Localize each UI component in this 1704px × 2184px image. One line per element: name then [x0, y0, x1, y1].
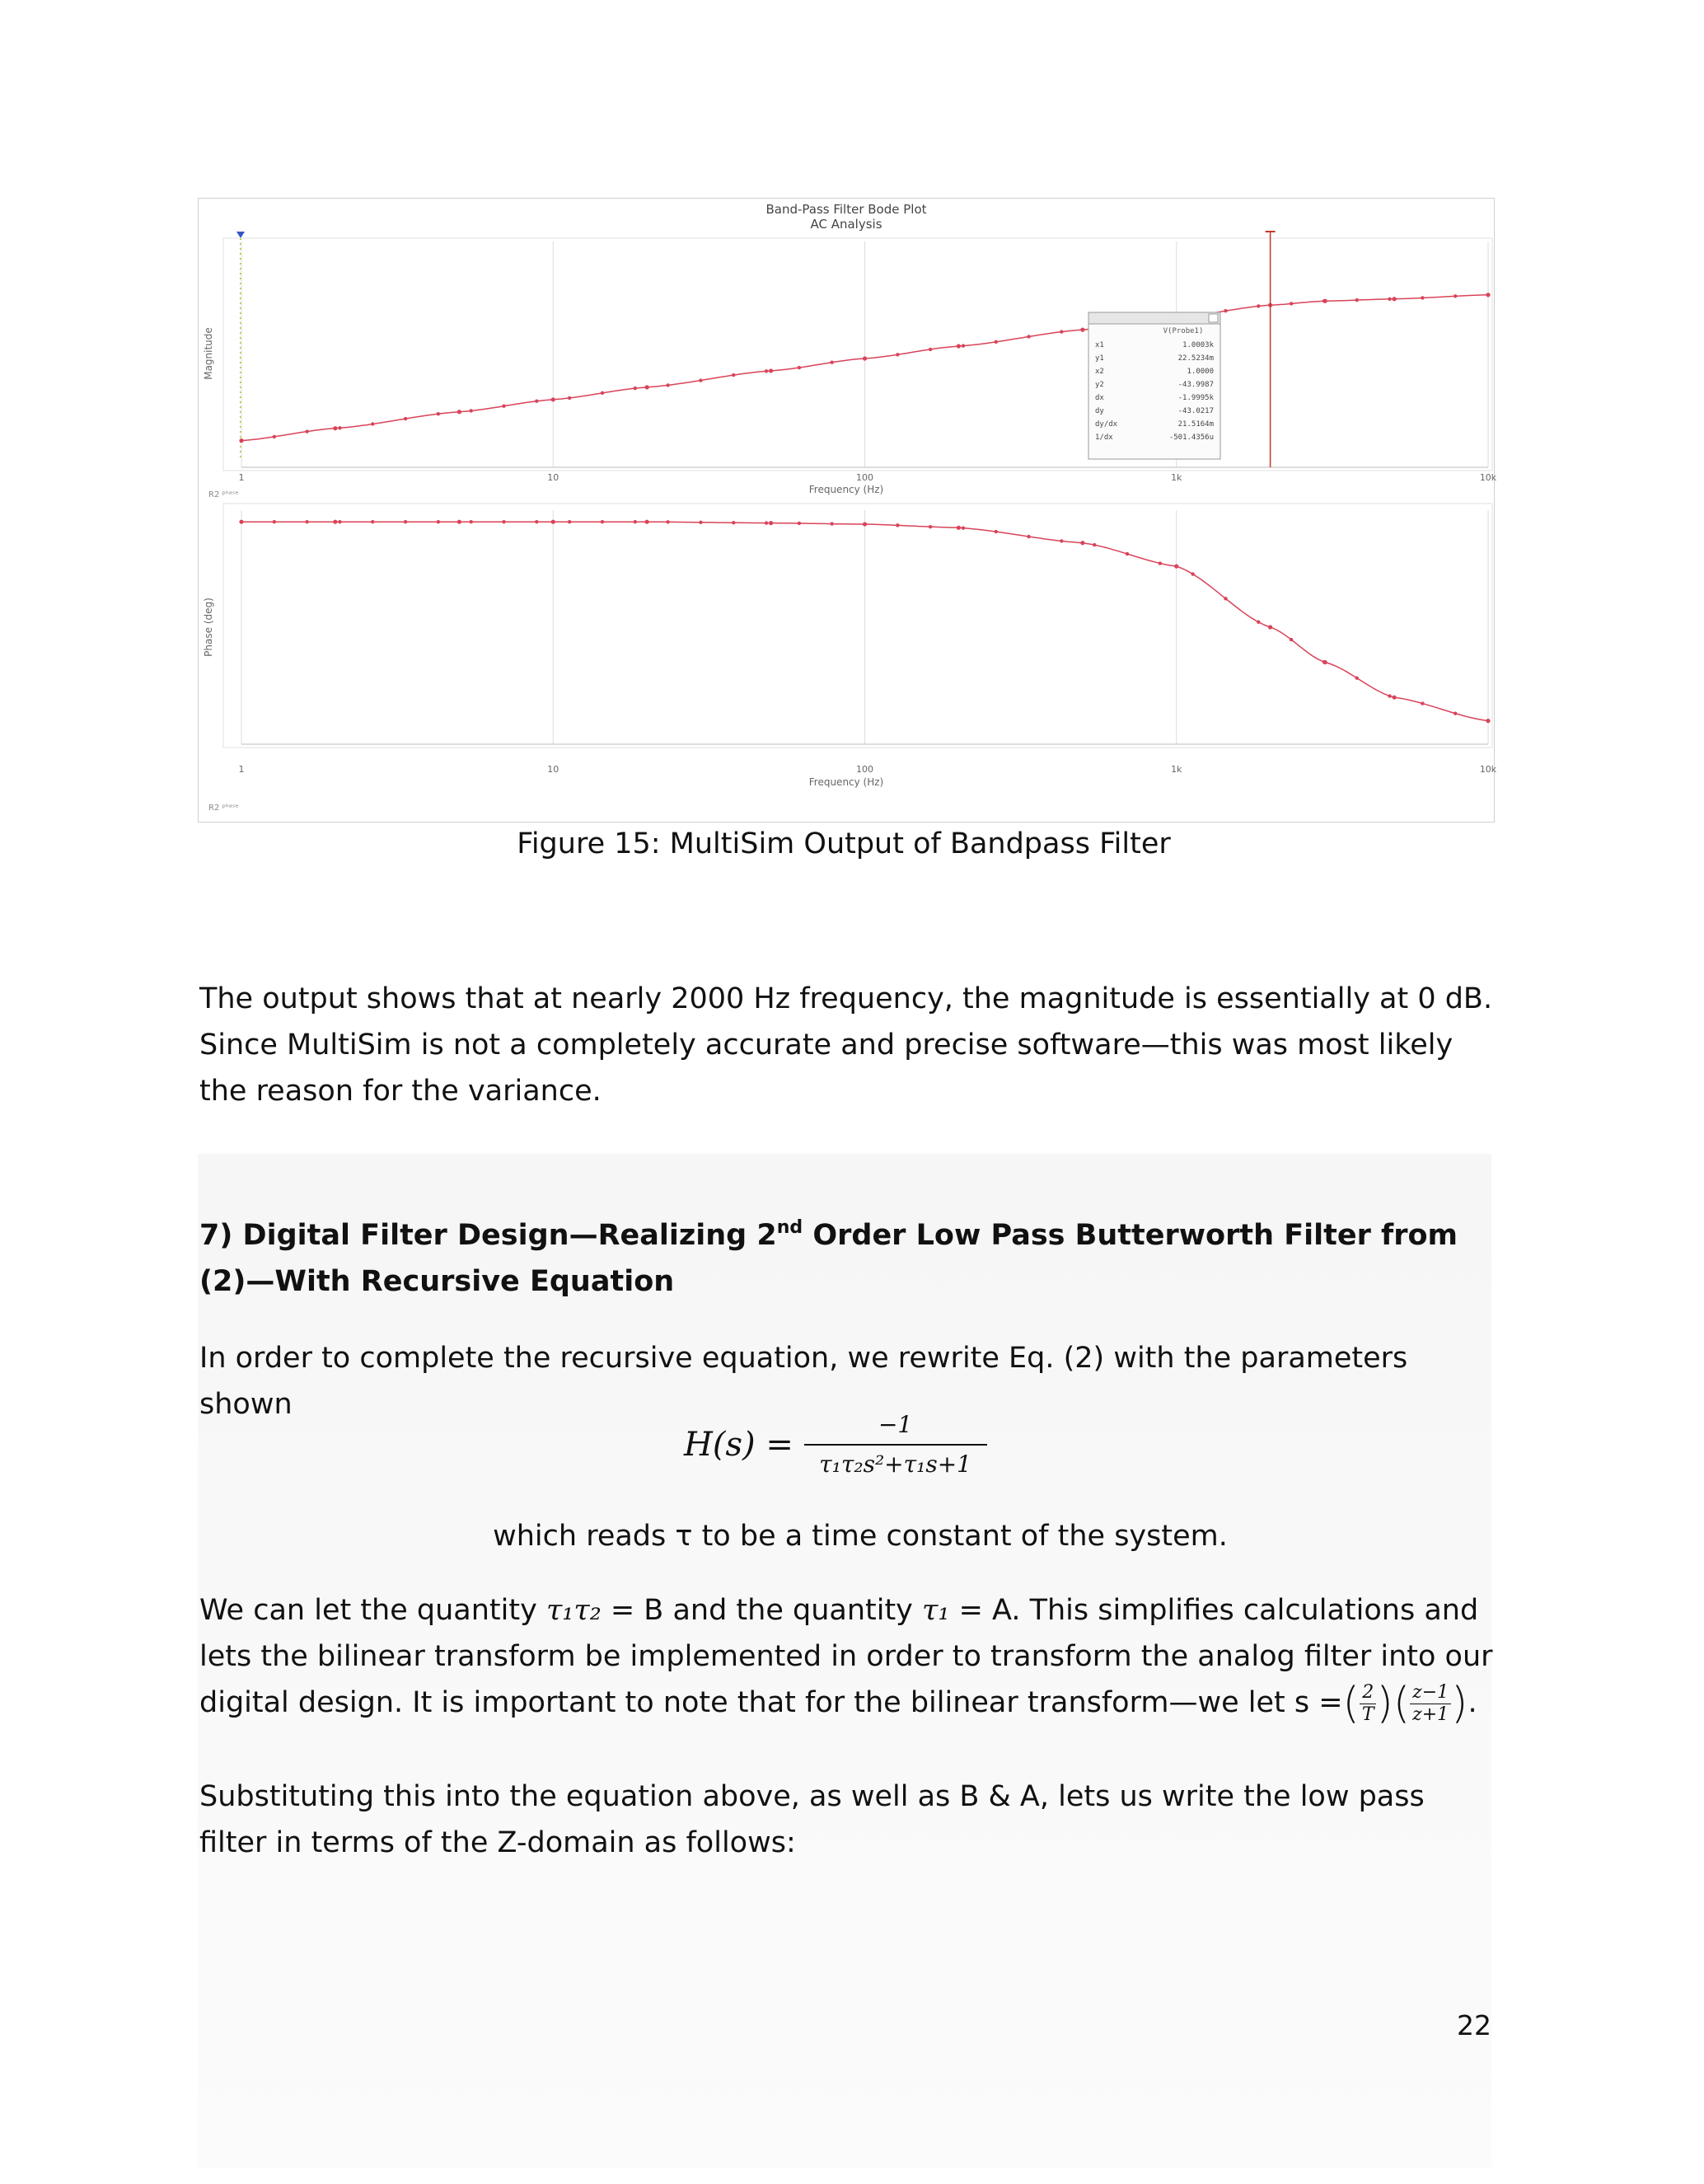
cursor-row-value: 1.0000 — [1187, 368, 1214, 376]
data-point — [1421, 296, 1424, 299]
data-point — [601, 391, 604, 395]
data-point — [645, 385, 649, 389]
bottom-plot-tick-labels — [239, 764, 1497, 775]
data-point — [1093, 543, 1096, 546]
top-plot-grid — [241, 241, 1488, 467]
data-point — [1454, 294, 1457, 298]
data-point — [962, 526, 965, 529]
data-point — [634, 387, 637, 390]
top-plot-ylabel: Magnitude — [203, 327, 214, 380]
cursor-row-label: dx — [1095, 394, 1104, 402]
data-point — [666, 520, 669, 523]
data-point — [1027, 335, 1030, 338]
top-x-tick-label: 10k — [1479, 472, 1497, 483]
data-point — [273, 520, 276, 523]
data-point — [1268, 625, 1272, 629]
data-point — [371, 520, 374, 523]
data-point — [1060, 539, 1063, 542]
data-point — [502, 520, 505, 523]
data-point — [305, 520, 308, 523]
data-point — [457, 410, 461, 414]
cursor-box-header: V(Probe1) — [1163, 327, 1204, 335]
close-icon[interactable] — [1209, 314, 1218, 322]
data-point — [1388, 298, 1391, 301]
data-point — [470, 409, 473, 412]
data-point — [1224, 309, 1227, 312]
data-point — [1290, 302, 1293, 305]
data-point — [568, 396, 571, 400]
data-point — [457, 520, 461, 524]
data-point — [551, 520, 555, 524]
data-point — [1393, 297, 1397, 301]
data-point — [798, 522, 801, 525]
bottom-x-tick-label: 10 — [547, 764, 559, 775]
cursor-row-value: 21.5164m — [1177, 420, 1214, 429]
cursor-row-value: -1.9995k — [1177, 394, 1214, 402]
data-point — [1355, 298, 1359, 302]
data-point — [732, 373, 735, 377]
data-point — [929, 348, 932, 351]
data-point — [1126, 552, 1129, 555]
bottom-x-tick-label: 100 — [856, 764, 873, 775]
heading-part2: Order Low Pass Butterworth Filter from (2)—With Recursive Equation — [199, 1219, 1458, 1298]
top-panel-tag: R2 ᵖʰᵃˢᵉ — [208, 490, 239, 499]
data-point — [765, 369, 768, 373]
top-x-tick-label: 1 — [238, 472, 245, 483]
data-point — [1388, 694, 1391, 697]
data-point — [1323, 660, 1327, 664]
p3-text-c: = B and the quantity — [601, 1594, 923, 1627]
data-point — [957, 526, 961, 530]
equation-denominator: τ₁τ₂s²+τ₁s+1 — [819, 1451, 971, 1478]
data-point — [1393, 696, 1397, 700]
data-point — [1060, 330, 1063, 333]
top-x-tick-label: 100 — [856, 472, 873, 483]
heading-part1: 7) Digital Filter Design—Realizing 2 — [199, 1219, 777, 1252]
bilinear-fraction-2: $\frac{z-1}{z+1}$ — [1410, 1682, 1451, 1726]
cursor-row-label: x2 — [1095, 368, 1104, 376]
data-point — [863, 356, 867, 360]
transfer-function-equation — [684, 1406, 987, 1483]
data-point — [239, 520, 243, 524]
data-point — [1486, 719, 1490, 723]
cursor-row-value: -43.9987 — [1177, 381, 1214, 389]
data-point — [333, 520, 337, 524]
bottom-x-tick-label: 10k — [1479, 764, 1497, 775]
top-x-tick-label: 1k — [1171, 472, 1182, 483]
data-point — [769, 521, 773, 525]
data-point — [1355, 677, 1359, 680]
equation-note: which reads τ to be a time constant of the system. — [493, 1520, 1228, 1553]
equation-lhs: H(s) = — [684, 1426, 793, 1464]
data-point — [995, 340, 998, 344]
data-point — [830, 360, 833, 363]
cursor-readout-box[interactable] — [1088, 312, 1220, 459]
section-heading — [199, 1212, 1493, 1305]
data-point — [896, 353, 899, 356]
data-point — [371, 422, 374, 425]
data-point — [404, 520, 407, 523]
data-point — [1027, 535, 1030, 538]
data-point — [1191, 572, 1194, 575]
cursor-row-label: dy — [1095, 407, 1104, 415]
cursor-row-value: -501.4356u — [1168, 434, 1214, 442]
paragraph-substituting: Substituting this into the equation above, as well as B & A, lets us write the low pass filter in terms of the Z-domain as follows: — [199, 1780, 1425, 1859]
bottom-plot-frame — [223, 504, 1492, 748]
cursor-row-label: x1 — [1095, 341, 1104, 349]
data-point — [1323, 299, 1327, 303]
cursor-row-label: y2 — [1095, 381, 1104, 389]
figure-caption: Figure 15: MultiSim Output of Bandpass Filter — [517, 827, 1171, 860]
cursor-row-value: 22.5234m — [1177, 354, 1214, 363]
data-point — [1421, 701, 1424, 705]
bottom-plot-ylabel: Phase (deg) — [203, 598, 214, 657]
marker-triangle-icon — [236, 232, 245, 238]
data-point — [437, 412, 440, 415]
data-point — [1454, 711, 1457, 715]
data-point — [896, 523, 899, 527]
cursor-row-label: y1 — [1095, 354, 1104, 363]
data-point — [601, 520, 604, 523]
top-plot-tick-labels — [239, 472, 1497, 483]
data-point — [437, 520, 440, 523]
p3-text-e: = A. This simplifies calculations and lets the bilinear transform be implemented in order to transform the analog filter into our digital design. It is important to note that for the bilinear transform—we let s = — [199, 1594, 1493, 1719]
data-point — [338, 520, 341, 523]
page-number: 22 — [1457, 2009, 1491, 2041]
data-point — [830, 522, 833, 525]
data-point — [1159, 561, 1162, 565]
heading-sup: nd — [776, 1217, 803, 1238]
data-point — [1080, 328, 1084, 332]
cursor-row-value: -43.0217 — [1177, 407, 1214, 415]
top-x-tick-label: 10 — [547, 472, 559, 483]
data-point — [1486, 293, 1490, 297]
data-point — [995, 530, 998, 533]
bottom-x-tick-label: 1 — [238, 764, 245, 775]
cursor-row-label: 1/dx — [1095, 434, 1113, 442]
data-point — [333, 426, 337, 430]
data-point — [535, 520, 538, 523]
equation-numerator: −1 — [804, 1406, 987, 1446]
data-point — [338, 426, 341, 429]
data-point — [699, 521, 702, 524]
bottom-panel-tag: R2 ᵖʰᵃˢᵉ — [208, 804, 239, 813]
bottom-plot-xlabel: Frequency (Hz) — [808, 776, 884, 788]
top-plot-xlabel: Frequency (Hz) — [808, 484, 884, 495]
top-plot-title: Band-Pass Filter Bode Plot — [765, 202, 927, 217]
bottom-x-tick-label: 1k — [1171, 764, 1182, 775]
cursor-row-label: dy/dx — [1095, 420, 1118, 429]
bode-plot-svg — [199, 199, 1497, 822]
data-point — [239, 438, 243, 443]
data-point — [929, 525, 932, 528]
equation-fraction — [804, 1406, 987, 1483]
data-point — [769, 368, 773, 373]
data-point — [765, 521, 768, 524]
data-point — [962, 344, 965, 347]
data-point — [798, 366, 801, 369]
data-point — [863, 522, 867, 526]
bottom-plot-grid — [241, 510, 1488, 744]
data-point — [568, 520, 571, 523]
data-point — [1290, 638, 1293, 641]
bode-plot-figure — [198, 198, 1495, 823]
top-plot-subtitle: AC Analysis — [810, 217, 882, 232]
p3-tau-product: τ₁τ₂ — [545, 1594, 602, 1627]
top-plot-frame — [223, 238, 1492, 471]
data-point — [1174, 565, 1178, 569]
cursor-line[interactable] — [1266, 232, 1276, 467]
data-point — [502, 405, 505, 408]
data-point — [666, 383, 669, 387]
data-point — [305, 429, 308, 433]
paragraph-intro: In order to complete the recursive equation, we rewrite Eq. (2) with the parameters shown — [199, 1342, 1408, 1421]
data-point — [1257, 621, 1260, 624]
p3-tau-one: τ₁ — [922, 1594, 950, 1627]
data-point — [645, 520, 649, 524]
paragraph-output: The output shows that at nearly 2000 Hz frequency, the magnitude is essentially at 0 dB. Since MultiSim is not a completely accurate and precise software—this was most likely the reason for the variance. — [199, 982, 1493, 1108]
data-point — [1257, 304, 1260, 307]
data-point — [273, 435, 276, 438]
data-point — [470, 520, 473, 523]
data-point — [551, 397, 555, 401]
data-point — [535, 400, 538, 403]
data-point — [732, 521, 735, 524]
data-point — [1080, 541, 1084, 545]
data-point — [634, 520, 637, 523]
bilinear-fraction-1: $\frac{2}{T}$ — [1360, 1682, 1377, 1726]
data-point — [957, 344, 961, 348]
p3-text-a: We can let the quantity — [199, 1594, 546, 1627]
data-point — [1224, 597, 1227, 600]
data-point — [404, 417, 407, 420]
data-point — [699, 378, 702, 382]
paragraph-bilinear: We can let the quantity τ₁τ₂ = B and the quantity τ₁ = A. This simplifies calculations and lets the bilinear transform be implemented in order to transform the analog filter into our digital design. It is important to note that for the bilinear transform—we let s =( $\frac{2}{T}$ )( $\frac{z-1}{z+1}$ ). — [199, 1594, 1493, 1728]
cursor-row-value: 1.0003k — [1182, 341, 1214, 349]
